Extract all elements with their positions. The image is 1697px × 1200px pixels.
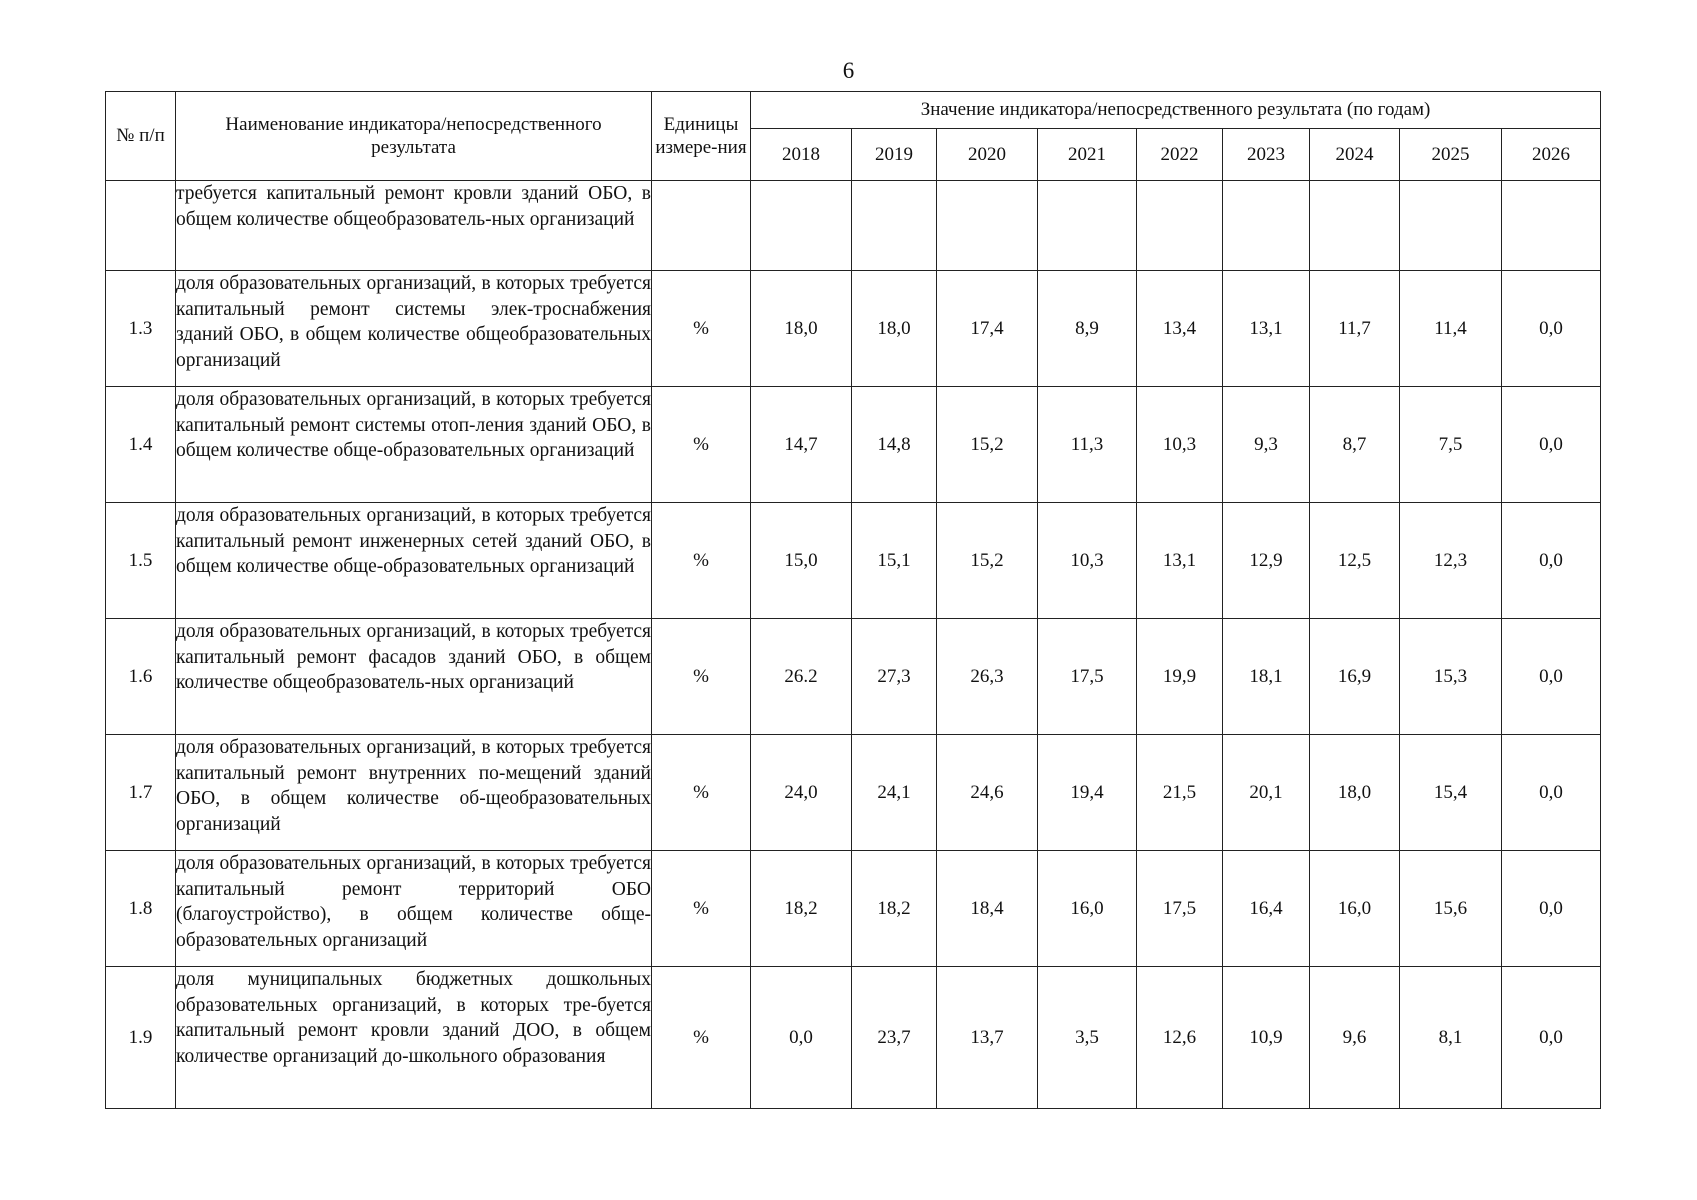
table-row [106, 967, 1601, 1109]
value-cell: 0,0 [1502, 619, 1601, 735]
unit-cell: % [652, 503, 751, 619]
table-row [106, 619, 1601, 735]
value-cell: 19,4 [1038, 735, 1137, 851]
value-cell: 20,1 [1223, 735, 1310, 851]
table-row [106, 735, 1601, 851]
value-cell: 0,0 [751, 967, 852, 1109]
value-cell: 11,3 [1038, 387, 1137, 503]
value-cell [1502, 181, 1601, 271]
value-cell: 0,0 [1502, 735, 1601, 851]
indicator-name: доля образовательных организаций, в которых требуется капитальный ремонт внутренних по-мещений зданий ОБО, в общем количестве об-щеобразовательных организаций [176, 735, 652, 851]
value-cell: 18,1 [1223, 619, 1310, 735]
value-cell: 17,5 [1137, 851, 1223, 967]
row-number: 1.3 [106, 271, 176, 387]
value-cell: 18,2 [852, 851, 937, 967]
header-year: 2020 [937, 129, 1038, 181]
value-cell: 10,3 [1038, 503, 1137, 619]
unit-cell: % [652, 387, 751, 503]
value-cell: 13,4 [1137, 271, 1223, 387]
value-cell [852, 181, 937, 271]
table-row [106, 387, 1601, 503]
value-cell: 12,5 [1310, 503, 1400, 619]
header-year: 2023 [1223, 129, 1310, 181]
value-cell: 12,6 [1137, 967, 1223, 1109]
value-cell: 0,0 [1502, 271, 1601, 387]
indicator-name: доля образовательных организаций, в которых требуется капитальный ремонт фасадов зданий ОБО, в общем количестве общеобразователь-ных организаций [176, 619, 652, 735]
indicator-name: доля образовательных организаций, в которых требуется капитальный ремонт инженерных сетей зданий ОБО, в общем количестве обще-образовательных организаций [176, 503, 652, 619]
header-unit [652, 92, 751, 181]
value-cell: 14,7 [751, 387, 852, 503]
header-year: 2021 [1038, 129, 1137, 181]
value-cell: 0,0 [1502, 851, 1601, 967]
value-cell: 10,3 [1137, 387, 1223, 503]
unit-cell: % [652, 619, 751, 735]
value-cell: 0,0 [1502, 503, 1601, 619]
value-cell: 3,5 [1038, 967, 1137, 1109]
header-name [176, 92, 652, 181]
value-cell: 15,2 [937, 503, 1038, 619]
value-cell: 12,9 [1223, 503, 1310, 619]
value-cell: 13,1 [1137, 503, 1223, 619]
header-values: Значение индикатора/непосредственного результата (по годам) [751, 92, 1601, 129]
header-year: 2022 [1137, 129, 1223, 181]
value-cell: 11,7 [1310, 271, 1400, 387]
value-cell: 15,3 [1400, 619, 1502, 735]
value-cell [751, 181, 852, 271]
header-num: № п/п [106, 92, 176, 181]
value-cell [1038, 181, 1137, 271]
value-cell: 16,0 [1310, 851, 1400, 967]
value-cell: 8,7 [1310, 387, 1400, 503]
row-number: 1.4 [106, 387, 176, 503]
value-cell: 24,0 [751, 735, 852, 851]
value-cell: 11,4 [1400, 271, 1502, 387]
value-cell: 23,7 [852, 967, 937, 1109]
value-cell: 24,6 [937, 735, 1038, 851]
value-cell: 15,1 [852, 503, 937, 619]
header-year: 2024 [1310, 129, 1400, 181]
value-cell: 10,9 [1223, 967, 1310, 1109]
value-cell: 13,1 [1223, 271, 1310, 387]
value-cell: 24,1 [852, 735, 937, 851]
unit-cell: % [652, 967, 751, 1109]
value-cell [1310, 181, 1400, 271]
row-number: 1.9 [106, 967, 176, 1109]
value-cell [1223, 181, 1310, 271]
table-row [106, 851, 1601, 967]
table-row [106, 181, 1601, 271]
row-number: 1.5 [106, 503, 176, 619]
value-cell: 18,2 [751, 851, 852, 967]
value-cell: 27,3 [852, 619, 937, 735]
value-cell: 13,7 [937, 967, 1038, 1109]
value-cell: 16,0 [1038, 851, 1137, 967]
header-year: 2018 [751, 129, 852, 181]
indicator-name: требуется капитальный ремонт кровли зданий ОБО, в общем количестве общеобразователь-ных организаций [176, 181, 652, 271]
value-cell: 18,0 [751, 271, 852, 387]
indicators-table [105, 91, 1601, 1109]
value-cell: 19,9 [1137, 619, 1223, 735]
value-cell: 18,0 [1310, 735, 1400, 851]
value-cell: 16,9 [1310, 619, 1400, 735]
value-cell: 15,6 [1400, 851, 1502, 967]
value-cell: 9,3 [1223, 387, 1310, 503]
value-cell: 0,0 [1502, 387, 1601, 503]
value-cell: 9,6 [1310, 967, 1400, 1109]
row-number: 1.7 [106, 735, 176, 851]
unit-cell: % [652, 735, 751, 851]
value-cell: 17,4 [937, 271, 1038, 387]
value-cell: 15,0 [751, 503, 852, 619]
row-number [106, 181, 176, 271]
header-name-label: Наименование индикатора/непосредственного результата [225, 114, 602, 158]
indicator-name: доля образовательных организаций, в которых требуется капитальный ремонт системы элек-троснабжения зданий ОБО, в общем количестве общеобразовательных организаций [176, 271, 652, 387]
table-row [106, 503, 1601, 619]
indicator-name: доля образовательных организаций, в которых требуется капитальный ремонт территорий ОБО (благоустройство), в общем количестве обще-образовательных организаций [176, 851, 652, 967]
header-unit-label: Единицы измере-ния [655, 114, 747, 158]
header-year: 2026 [1502, 129, 1601, 181]
value-cell: 8,1 [1400, 967, 1502, 1109]
value-cell: 15,2 [937, 387, 1038, 503]
value-cell: 17,5 [1038, 619, 1137, 735]
header-year: 2025 [1400, 129, 1502, 181]
row-number: 1.6 [106, 619, 176, 735]
header-year: 2019 [852, 129, 937, 181]
indicator-name: доля муниципальных бюджетных дошкольных образовательных организаций, в которых тре-буется капитальный ремонт кровли зданий ДОО, в общем количестве организаций до-школьного образования [176, 967, 652, 1109]
value-cell [937, 181, 1038, 271]
page-number: 6 [842, 58, 855, 83]
value-cell: 15,4 [1400, 735, 1502, 851]
row-number: 1.8 [106, 851, 176, 967]
indicator-name: доля образовательных организаций, в которых требуется капитальный ремонт системы отоп-ления зданий ОБО, в общем количестве обще-образовательных организаций [176, 387, 652, 503]
unit-cell: % [652, 851, 751, 967]
value-cell: 18,0 [852, 271, 937, 387]
value-cell: 26,3 [937, 619, 1038, 735]
value-cell: 16,4 [1223, 851, 1310, 967]
table-row [106, 271, 1601, 387]
value-cell [1137, 181, 1223, 271]
value-cell [1400, 181, 1502, 271]
table-body [106, 181, 1601, 1109]
value-cell: 8,9 [1038, 271, 1137, 387]
value-cell: 0,0 [1502, 967, 1601, 1109]
value-cell: 18,4 [937, 851, 1038, 967]
value-cell: 26.2 [751, 619, 852, 735]
value-cell: 14,8 [852, 387, 937, 503]
value-cell: 7,5 [1400, 387, 1502, 503]
value-cell: 21,5 [1137, 735, 1223, 851]
unit-cell [652, 181, 751, 271]
value-cell: 12,3 [1400, 503, 1502, 619]
unit-cell: % [652, 271, 751, 387]
